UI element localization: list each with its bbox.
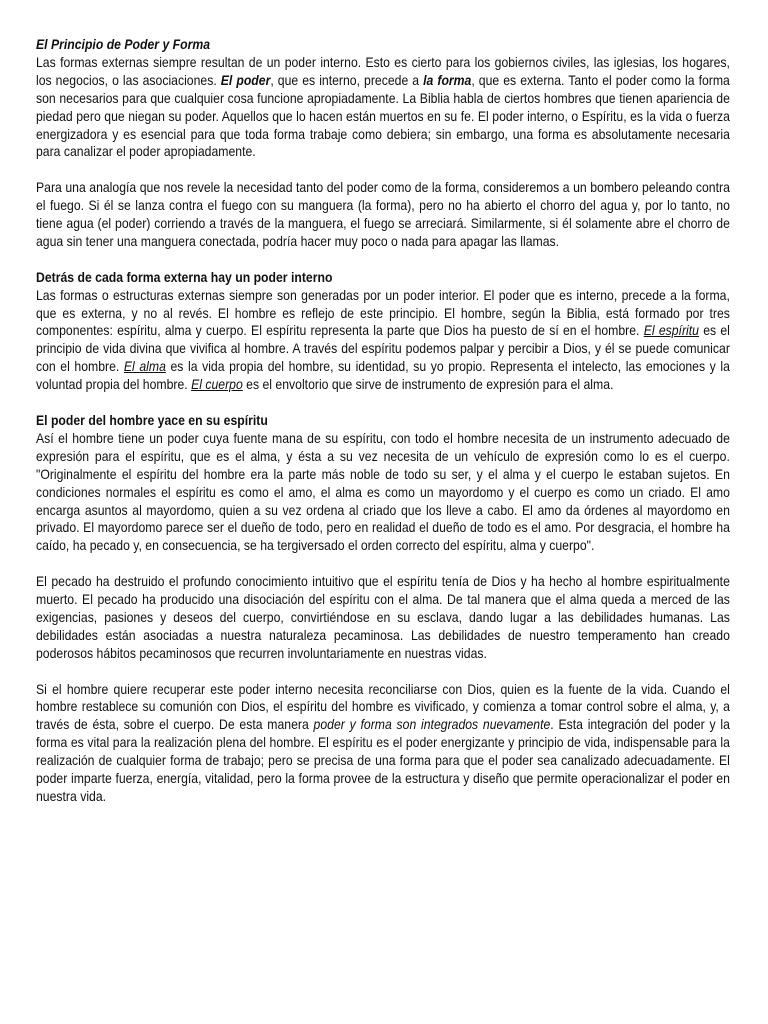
paragraph-principio-1 xyxy=(36,54,730,161)
paragraph-gap xyxy=(36,394,730,412)
term-el-cuerpo: El cuerpo xyxy=(191,377,243,393)
paragraph-gap xyxy=(36,161,730,179)
document-page xyxy=(36,36,730,806)
text-run: . Esta integración del poder y la forma es vital para la realización plena del hombre. El espíritu es el poder energizante y principio de vida, indispensable para la realización de cualquier forma de trabajo; pero se precisa de una forma para que el poder sea canalizado adecuadamente. El poder imparte fuerza, energía, vitalidad, pero la forma provee de la estructura y diseño que permite operacionalizar el poder en nuestra vida. xyxy=(36,717,730,804)
text-run: , que es externa. Tanto el poder como la forma son necesarios para que cualquier cosa funcione apropiadamente. La Biblia habla de ciertos hombres que tienen apariencia de piedad pero que niegan su poder. Aquellos que lo hacen están muertos en su fe. El poder interno, o Espíritu, es la vida o fuerza energizadora y es esencial para que toda forma trabaje como debiera; sin embargo, una forma es absolutamente necesaria para canalizar el poder apropiadamente. xyxy=(36,72,730,160)
paragraph-espiritu-1: Así el hombre tiene un poder cuya fuente mana de su espíritu, con todo el hombre necesita de un instrumento adecuado de expresión para el espíritu, que es el alma, y ésta a su vez necesita de un vehículo de expresión como lo es el cuerpo. "Originalmente el espíritu del hombre era la parte más noble de todo su ser, y el alma y el cuerpo le estaban sujetos. En condiciones normales el espíritu es como el amo, el alma es como un mayordomo y el cuerpo es como un criado. El amo encarga asuntos al mayordomo, quien a su vez ordena al criado que los lleve a cabo. El amo da órdenes al mayordomo en privado. El mayordomo parece ser el dueño de todo, pero en realidad el dueño de todo es el amo. Por desgracia, el hombre ha caído, ha pecado y, en consecuencia, se ha tergiversado el orden correcto del espíritu, alma y cuerpo". xyxy=(36,430,730,554)
paragraph-reconciliacion xyxy=(36,681,730,806)
section-title-poder-espiritu: El poder del hombre yace en su espíritu xyxy=(36,412,268,428)
paragraph-analogia: Para una analogía que nos revele la necesidad tanto del poder como de la forma, consideremos a un bombero peleando contra el fuego. Si él se lanza contra el fuego con su manguera (la forma), pero no ha abierto el chorro del agua y, por lo tanto, no tiene agua (el poder) corriendo a través de la manguera, el fuego se arreciará. Similarmente, si él solamente abre el chorro de agua sin tener una manguera conectada, podría hacer muy poco o nada para apagar las llamas. xyxy=(36,180,730,249)
paragraph-pecado: El pecado ha destruido el profundo conocimiento intuitivo que el espíritu tenía de Dios y ha hecho al hombre espiritualmente muerto. El pecado ha producido una disociación del espíritu con el alma. De tal manera que el alma queda a merced de las exigencias, pasiones y deseos del cuerpo, convirtiéndose en su esclava, dando lugar a las debilidades humanas. Las debilidades están asociadas a nuestra naturaleza pecaminosa. Las debilidades de nuestro temperamento han creado poderosos hábitos pecaminosos que recurren involuntariamente en nuestras vidas. xyxy=(36,574,730,661)
emphasis-la-forma: la forma xyxy=(423,72,472,88)
text-run: es el principio de vida divina que vivifica al hombre. A través del espíritu podemos palpar y percibir a Dios, y él se puede comunicar con el hombre. xyxy=(36,323,730,375)
term-el-espiritu: El espíritu xyxy=(643,323,699,339)
paragraph-gap xyxy=(36,251,730,269)
text-run: Las formas o estructuras externas siempre son generadas por un poder interior. El poder que es interno, precede a la forma, que es externa, y no al revés. El hombre es reflejo de este principio. El hombre, según la Biblia, está formado por tres componentes: espíritu, alma y cuerpo. El espíritu representa la parte que Dios ha puesto de sí en el hombre. xyxy=(36,287,730,339)
document-body xyxy=(36,36,730,806)
text-run: es el envoltorio que sirve de instrumento de expresión para el alma. xyxy=(242,377,614,393)
term-el-alma: El alma xyxy=(123,359,166,375)
emphasis-integrados: poder y forma son integrados nuevamente xyxy=(313,717,551,733)
emphasis-el-poder: El poder xyxy=(220,72,271,88)
section-title-principio: El Principio de Poder y Forma xyxy=(36,37,211,52)
text-run: Las formas externas siempre resultan de un poder interno. Esto es cierto para los gobiernos civiles, las iglesias, los hogares, los negocios, o las asociaciones. xyxy=(36,54,730,88)
text-run: es la vida propia del hombre, su identidad, su yo propio. Representa el intelecto, las emociones y la voluntad propia del hombre. xyxy=(36,359,730,393)
section-title-forma-externa: Detrás de cada forma externa hay un poder interno xyxy=(36,269,333,285)
paragraph-componentes xyxy=(36,287,730,394)
paragraph-gap xyxy=(36,663,730,681)
text-run: , que es interno, precede a xyxy=(270,72,424,88)
text-run: Si el hombre quiere recuperar este poder interno necesita reconciliarse con Dios, quien es la fuente de la vida. Cuando el hombre restablece su comunión con Dios, el espíritu del hombre es vivificado, y comienza a tomar control sobre el alma, y, a través de ésta, sobre el cuerpo. De esta manera xyxy=(36,681,730,733)
paragraph-gap xyxy=(36,555,730,573)
